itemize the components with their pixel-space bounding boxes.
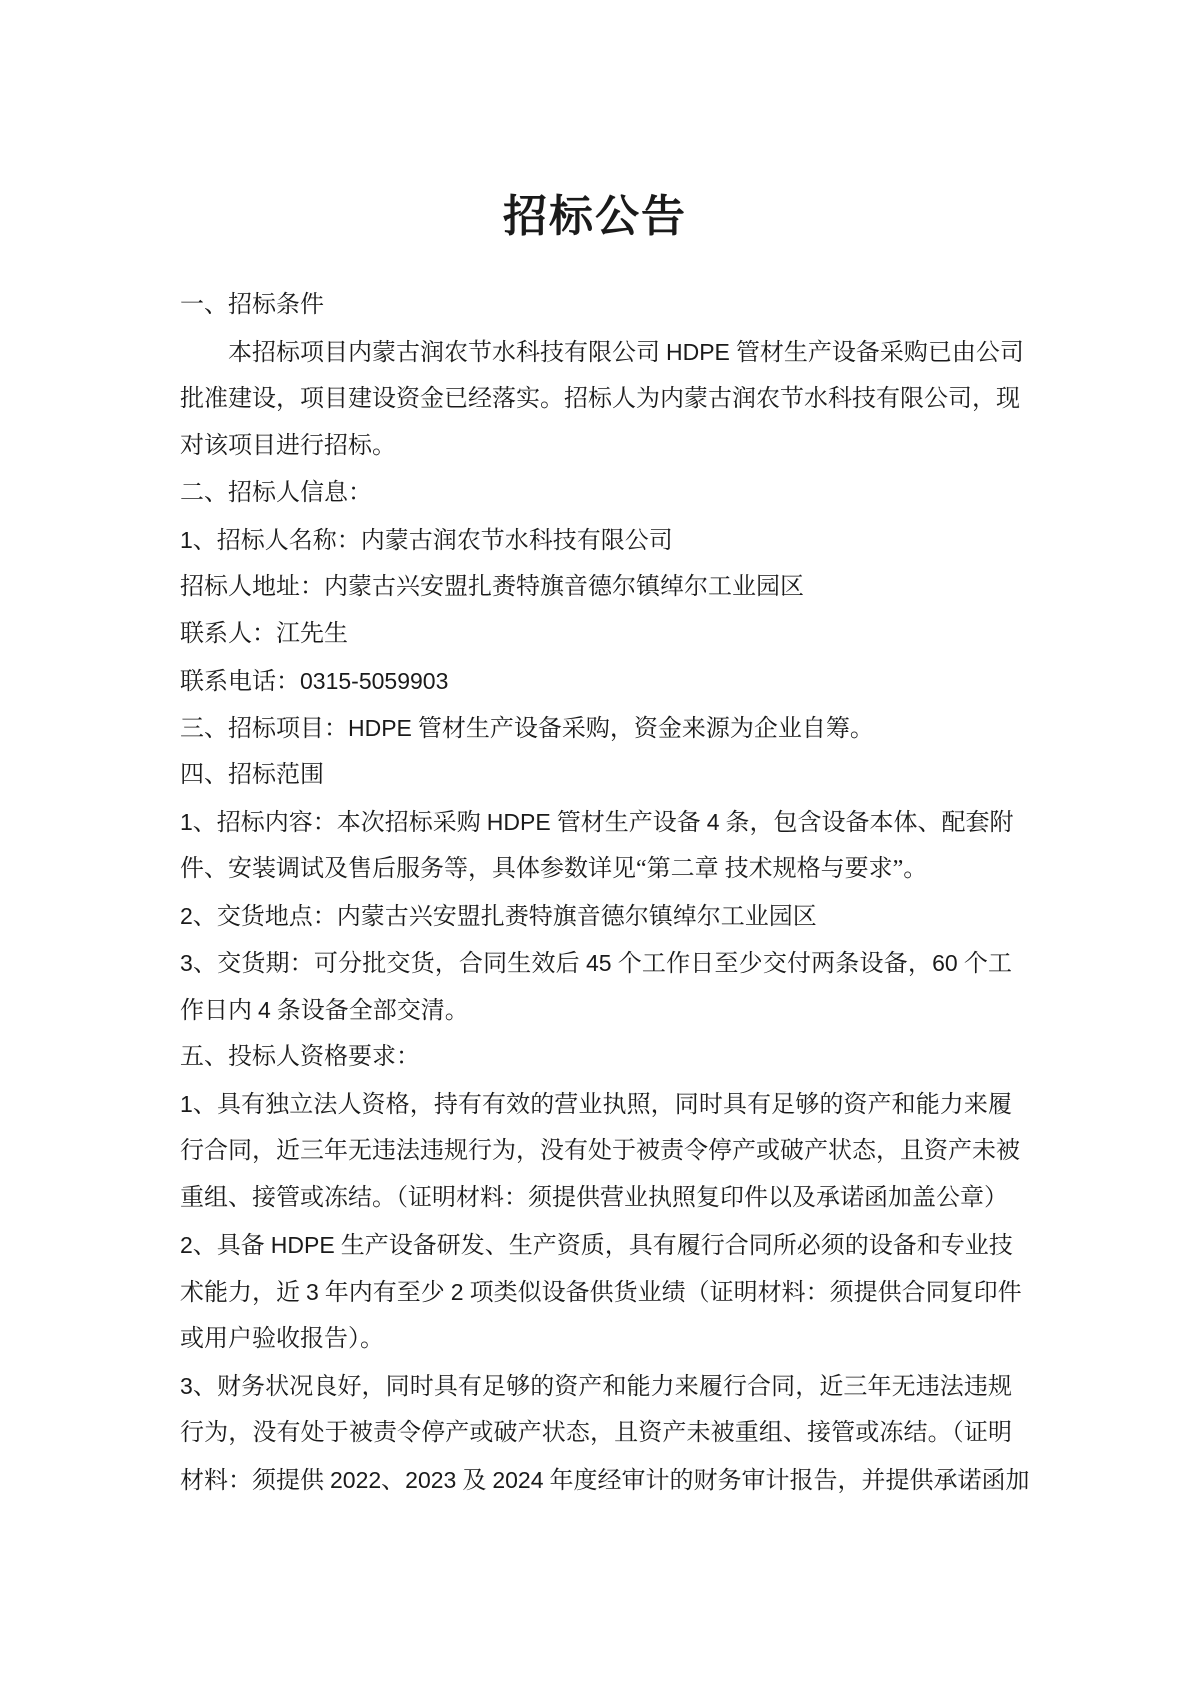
latin-text: 2023 <box>405 1467 457 1493</box>
latin-text: HDPE <box>348 715 412 741</box>
latin-text: 4 <box>706 809 720 835</box>
text-line: 1、招标人名称：内蒙古润农节水科技有限公司 <box>180 527 673 554</box>
text-line: 三、招标项目：HDPE 管材生产设备采购，资金来源为企业自筹。 <box>180 715 874 742</box>
latin-text: 2024 <box>492 1467 544 1493</box>
latin-text: HDPE <box>486 809 551 835</box>
text-line: 件、安装调试及售后服务等，具体参数详见“第二章 技术规格与要求”。 <box>180 856 928 882</box>
document-title: 招标公告 <box>503 192 687 241</box>
text-line: 一、招标条件 <box>180 292 324 318</box>
text-line: 招标人地址：内蒙古兴安盟扎赉特旗音德尔镇绰尔工业园区 <box>180 574 804 600</box>
text-line: 或用户验收报告）。 <box>180 1326 384 1352</box>
text-line: 二、招标人信息： <box>180 480 372 506</box>
text-line: 2、交货地点：内蒙古兴安盟扎赉特旗音德尔镇绰尔工业园区 <box>180 903 817 930</box>
latin-text: 2022 <box>330 1467 382 1493</box>
text-line: 对该项目进行招标。 <box>180 433 396 459</box>
latin-text: 60 <box>932 950 958 976</box>
latin-text: 3 <box>306 1279 319 1305</box>
text-line: 行为，没有处于被责令停产或破产状态，且资产未被重组、接管或冻结。（证明 <box>180 1420 1012 1446</box>
text-line: 本招标项目内蒙古润农节水科技有限公司 HDPE 管材生产设备采购已由公司 <box>228 339 1024 366</box>
latin-text: 3 <box>180 950 193 976</box>
text-line: 行合同，近三年无违法违规行为，没有处于被责令停产或破产状态，且资产未被 <box>180 1138 1020 1164</box>
latin-text: 2 <box>180 903 193 929</box>
text-line: 3、交货期：可分批交货，合同生效后 45 个工作日至少交付两条设备，60 个工 <box>180 950 1013 977</box>
latin-text: HDPE <box>666 339 730 365</box>
text-line: 五、投标人资格要求： <box>180 1044 420 1070</box>
latin-text: 0315-5059903 <box>300 668 449 694</box>
document-body <box>180 282 1030 1504</box>
latin-text: 1 <box>180 809 193 835</box>
text-line: 1、具有独立法人资格，持有有效的营业执照，同时具有足够的资产和能力来履 <box>180 1091 1012 1118</box>
latin-text: HDPE <box>270 1232 335 1258</box>
text-line: 批准建设，项目建设资金已经落实。招标人为内蒙古润农节水科技有限公司，现 <box>180 386 1020 412</box>
latin-text: 3 <box>180 1373 193 1399</box>
text-line: 重组、接管或冻结。（证明材料：须提供营业执照复印件以及承诺函加盖公章） <box>180 1185 1008 1211</box>
latin-text: 4 <box>258 997 271 1023</box>
text-line: 术能力，近 3 年内有至少 2 项类似设备供货业绩（证明材料：须提供合同复印件 <box>180 1279 1022 1306</box>
text-line: 联系电话：0315-5059903 <box>180 668 449 695</box>
latin-text: 45 <box>585 950 612 976</box>
text-line: 作日内 4 条设备全部交清。 <box>180 997 469 1024</box>
latin-text: 1 <box>180 527 193 553</box>
text-line: 联系人：江先生 <box>180 621 348 647</box>
latin-text: 1 <box>180 1091 193 1117</box>
text-line: 材料：须提供 2022、2023 及 2024 年度经审计的财务审计报告，并提供承诺函加 <box>180 1467 1030 1494</box>
text-line: 2、具备 HDPE 生产设备研发、生产资质，具有履行合同所必须的设备和专业技 <box>180 1232 1013 1259</box>
text-line: 3、财务状况良好，同时具有足够的资产和能力来履行合同，近三年无违法违规 <box>180 1373 1012 1400</box>
latin-text: 2 <box>450 1279 464 1305</box>
latin-text: 2 <box>180 1232 193 1258</box>
text-line: 四、招标范围 <box>180 762 324 788</box>
text-line: 1、招标内容：本次招标采购 HDPE 管材生产设备 4 条，包含设备本体、配套附 <box>180 809 1014 836</box>
